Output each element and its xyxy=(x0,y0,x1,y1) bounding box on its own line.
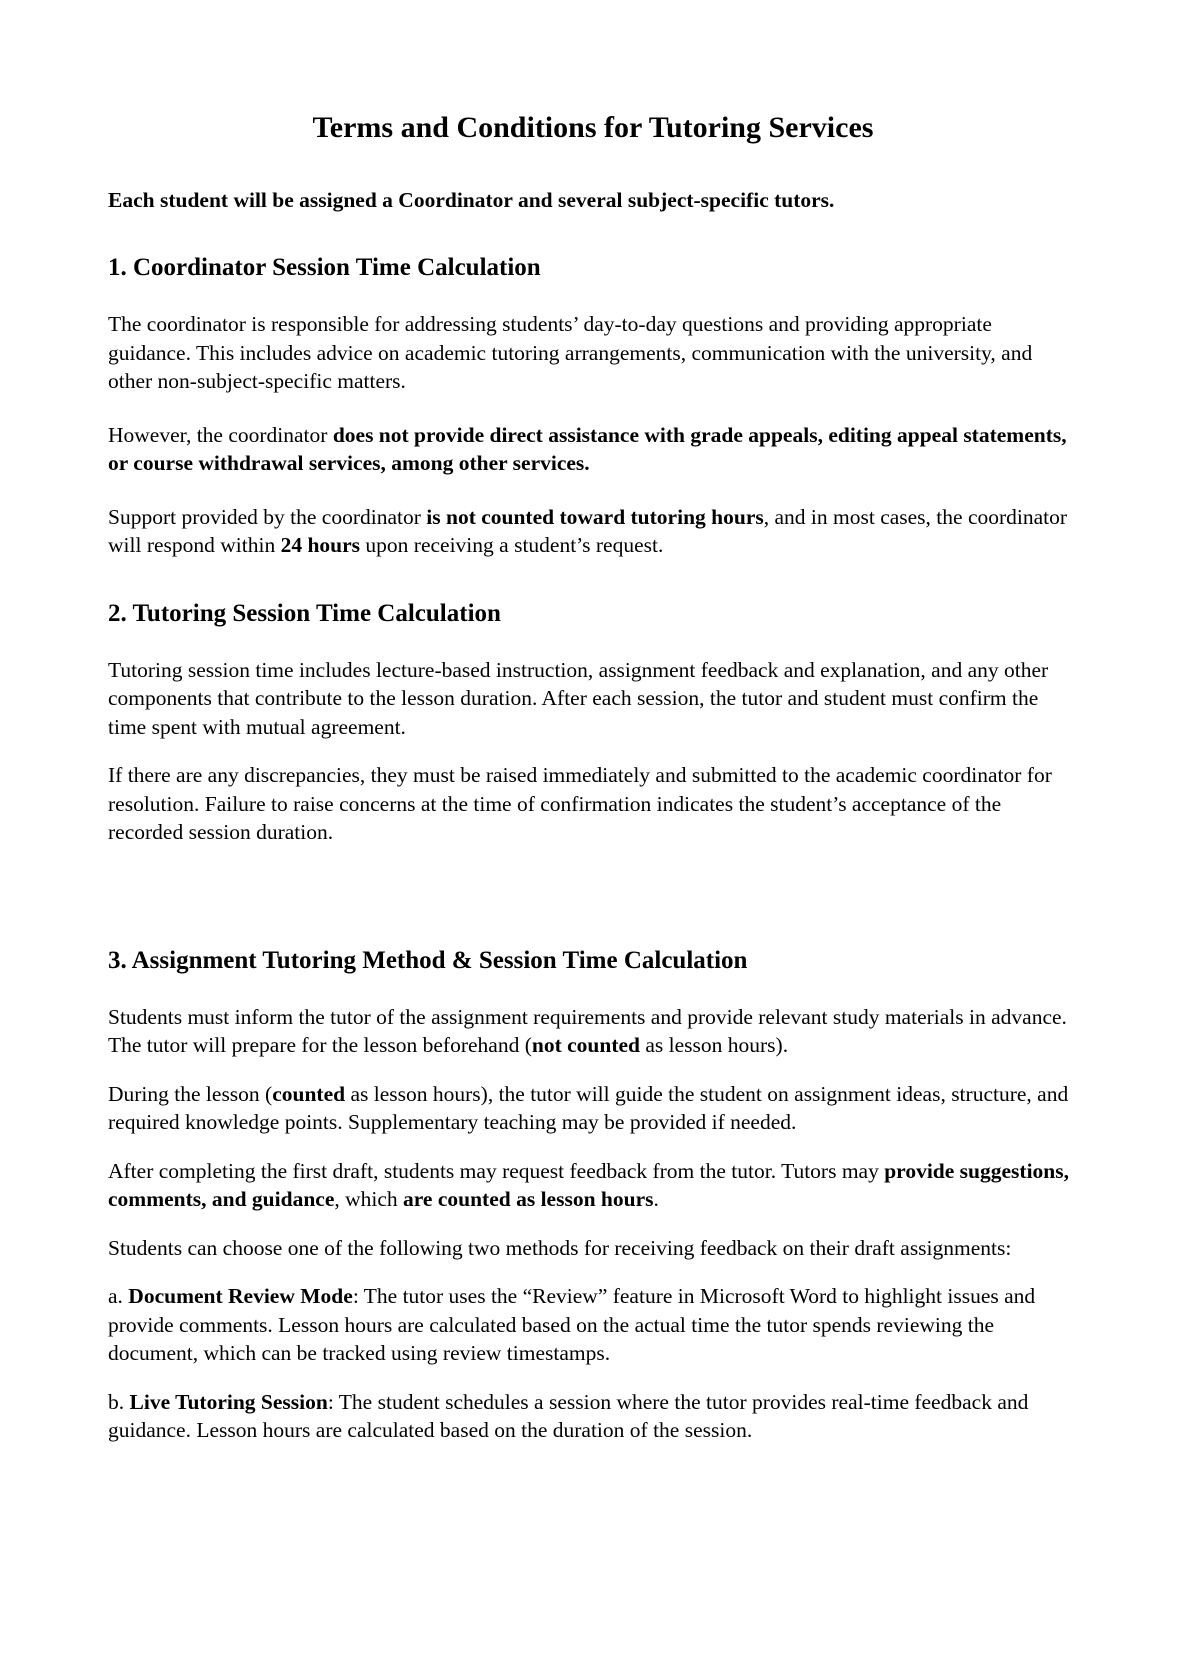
section-2-heading: 2. Tutoring Session Time Calculation xyxy=(108,599,501,627)
section-3-p3-text-a: After completing the first draft, students may request feedback from the tutor. Tutors may xyxy=(108,1158,885,1183)
section-2-paragraph-2: If there are any discrepancies, they must be raised immediately and submitted to the academic coordinator for resolution. Failure to raise concerns at the time of confirmation indicates the student’s acceptance of the recorded session duration. xyxy=(108,763,1052,844)
section-1-heading: 1. Coordinator Session Time Calculation xyxy=(108,254,541,281)
section-3-paragraph-2 xyxy=(108,1080,1078,1137)
document-page xyxy=(108,108,1078,1445)
section-3-p2-text-a: During the lesson ( xyxy=(108,1081,273,1106)
section-3-p2-text-b: as lesson hours), the tutor will guide the student on assignment ideas, structure, and required knowledge points. Supplementary teaching may be provided if needed. xyxy=(108,1081,1069,1134)
section-3-p3-bold-b: are counted as lesson hours xyxy=(403,1187,654,1211)
section-1-p3-text-b: , and in most cases, the coordinator will respond within xyxy=(108,504,1068,557)
section-3-paragraph-4: Students can choose one of the following two methods for receiving feedback on their draft assignments: xyxy=(108,1235,1012,1260)
section-1-paragraph-2 xyxy=(108,421,1078,478)
option-a-title: Document Review Mode xyxy=(128,1284,353,1308)
section-3-p3-text-b: , which xyxy=(334,1187,404,1211)
section-1-paragraph-3 xyxy=(108,503,1078,560)
section-1-p3-text-a: Support provided by the coordinator xyxy=(108,504,427,529)
section-3-option-b xyxy=(108,1388,1078,1445)
document-title: Terms and Conditions for Tutoring Services xyxy=(312,111,874,144)
option-a-description: : The tutor uses the “Review” feature in Microsoft Word to highlight issues and provide comments. Lesson hours are calculated based on the actual time the tutor spends reviewing the document, which can be tracked using review timestamps. xyxy=(108,1284,1036,1365)
intro-statement: Each student will be assigned a Coordinator and several subject-specific tutors. xyxy=(108,188,835,212)
section-3-option-a xyxy=(108,1282,1078,1368)
section-3-p2-bold: counted xyxy=(272,1081,346,1106)
section-1-p2-text: However, the coordinator xyxy=(108,422,333,447)
section-3-paragraph-3 xyxy=(108,1157,1078,1214)
section-3-p1-text-b: as lesson hours). xyxy=(639,1033,789,1057)
option-b-title: Live Tutoring Session xyxy=(129,1389,328,1414)
section-1-p3-bold-a: is not counted toward tutoring hours xyxy=(426,504,764,529)
option-b-prefix: b. xyxy=(108,1389,130,1414)
section-1-p3-bold-b: 24 hours xyxy=(280,533,361,557)
section-1-paragraph-1: The coordinator is responsible for addressing students’ day-to-day questions and providing appropriate guidance. This includes advice on academic tutoring arrangements, communication with the university, and other non-subject-specific matters. xyxy=(108,312,1033,393)
section-1-p2-bold: does not provide direct assistance with grade appeals, editing appeal statements, or course withdrawal services, among other services. xyxy=(108,422,1067,475)
section-3-p3-text-c: . xyxy=(653,1187,659,1211)
option-a-prefix: a. xyxy=(108,1284,129,1308)
section-3-heading: 3. Assignment Tutoring Method & Session Time Calculation xyxy=(108,946,748,974)
section-2-paragraph-1: Tutoring session time includes lecture-based instruction, assignment feedback and explanation, and any other components that contribute to the lesson duration. After each session, the tutor and student must confirm the time spent with mutual agreement. xyxy=(108,657,1049,739)
section-3-paragraph-1 xyxy=(108,1003,1078,1060)
section-3-p1-bold: not counted xyxy=(531,1033,640,1057)
option-b-description: : The student schedules a session where the tutor provides real-time feedback and guidance. Lesson hours are calculated based on the duration of the session. xyxy=(108,1389,1029,1442)
section-3-p3-bold-a: provide suggestions, comments, and guidance xyxy=(108,1158,1069,1211)
section-1-p3-text-c: upon receiving a student’s request. xyxy=(360,533,664,557)
section-3-p1-text-a: Students must inform the tutor of the assignment requirements and provide relevant study materials in advance. The tutor will prepare for the lesson beforehand ( xyxy=(108,1004,1067,1057)
